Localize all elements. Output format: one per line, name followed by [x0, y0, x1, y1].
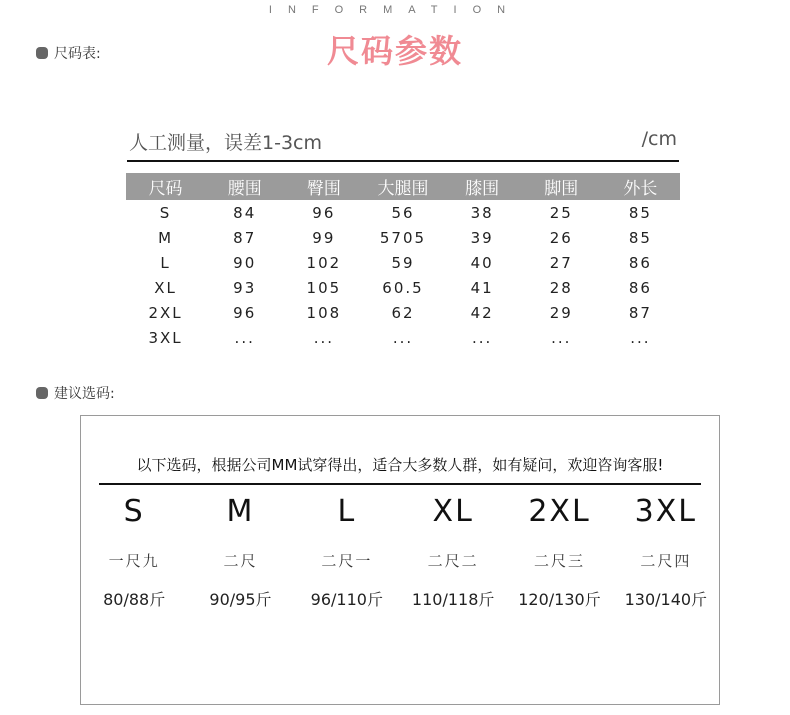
table-cell: ... [313, 328, 334, 347]
suggest-grid [81, 492, 719, 618]
table-row [126, 300, 680, 325]
table-cell: 86 [628, 253, 652, 272]
suggest-section-text: 建议选码: [54, 386, 115, 402]
suggest-waist: 二尺 [223, 552, 258, 570]
suggest-item [294, 492, 400, 618]
table-cell: 90 [233, 253, 257, 272]
suggest-size: 2XL [528, 494, 591, 529]
table-cell: 41 [470, 278, 494, 297]
suggest-item [506, 492, 612, 618]
suggest-waist: 二尺一 [321, 552, 373, 570]
table-cell: 87 [628, 303, 652, 322]
information-eyebrow: INFORMATION [268, 4, 522, 16]
suggest-weight: 96/110斤 [310, 590, 383, 609]
suggest-weight: 120/130斤 [518, 590, 601, 609]
table-cell: 5705 [379, 228, 427, 247]
table-cell: ... [630, 328, 651, 347]
table-row [126, 250, 680, 275]
table-cell: ... [234, 328, 255, 347]
measure-note [127, 128, 679, 162]
page-title: 尺码参数 [326, 32, 463, 70]
table-cell: 38 [470, 203, 494, 222]
bullet-icon [36, 387, 48, 399]
suggest-intro: 以下选码，根据公司MM试穿得出，适合大多数人群，如有疑问，欢迎咨询客服! [136, 456, 664, 474]
suggest-weight: 90/95斤 [209, 590, 272, 609]
table-cell: 86 [628, 278, 652, 297]
header-cell: 腰围 [205, 173, 284, 200]
table-cell: ... [392, 328, 414, 347]
suggest-item [81, 492, 187, 618]
suggest-size: M [226, 494, 255, 529]
suggest-size: XL [432, 494, 474, 529]
table-cell: ... [471, 328, 493, 347]
table-cell: 59 [391, 253, 415, 272]
table-row [126, 325, 680, 350]
table-cell: 108 [306, 303, 342, 322]
suggest-item [187, 492, 293, 618]
table-cell: 84 [233, 203, 257, 222]
header-cell: 臀围 [284, 173, 363, 200]
header-cell: 外长 [601, 173, 680, 200]
table-cell: 60.5 [382, 278, 424, 297]
table-cell: 96 [233, 303, 257, 322]
table-row [126, 225, 680, 250]
suggest-item [613, 492, 719, 618]
table-cell: XL [154, 278, 177, 297]
suggest-size: 3XL [634, 494, 697, 529]
suggest-weight: 130/140斤 [624, 590, 708, 609]
measure-note-text: 人工测量，误差1-3cm [129, 132, 322, 154]
table-cell: 105 [306, 278, 342, 297]
suggest-size: S [123, 494, 145, 529]
table-cell: 93 [233, 278, 257, 297]
suggest-box [80, 415, 720, 705]
suggest-item [400, 492, 506, 618]
header-cell: 脚围 [522, 173, 601, 200]
table-cell: 87 [233, 228, 257, 247]
size-section-label [36, 43, 101, 63]
table-cell: 96 [312, 203, 336, 222]
table-cell: L [160, 253, 171, 272]
header-cell: 尺码 [126, 173, 205, 200]
table-cell: 25 [549, 203, 573, 222]
suggest-waist: 二尺二 [427, 552, 479, 570]
table-cell: 3XL [148, 328, 183, 347]
table-cell: 99 [312, 228, 336, 247]
table-row [126, 275, 680, 300]
suggest-size: L [337, 494, 357, 529]
table-cell: 56 [391, 203, 415, 222]
table-cell: ... [551, 328, 572, 347]
suggest-waist: 一尺九 [108, 552, 160, 570]
measure-unit: /cm [641, 128, 677, 150]
table-cell: 26 [549, 228, 573, 247]
table-cell: 85 [628, 228, 652, 247]
bullet-icon [36, 47, 48, 59]
suggest-section-label [36, 383, 115, 403]
table-cell: 2XL [148, 303, 183, 322]
suggest-waist: 二尺四 [640, 552, 692, 570]
table-row [126, 200, 680, 225]
suggest-weight: 80/88斤 [103, 590, 166, 609]
table-cell: 28 [549, 278, 573, 297]
size-table [126, 173, 680, 350]
table-cell: 29 [549, 303, 573, 322]
table-cell: 39 [470, 228, 494, 247]
size-section-text: 尺码表: [54, 46, 101, 62]
table-cell: M [158, 228, 174, 247]
table-cell: 42 [470, 303, 494, 322]
divider [99, 483, 701, 485]
table-cell: 85 [628, 203, 652, 222]
table-cell: 102 [306, 253, 342, 272]
header-cell: 膝围 [443, 173, 522, 200]
table-cell: 27 [549, 253, 573, 272]
suggest-waist: 二尺三 [533, 552, 585, 570]
table-cell: 40 [470, 253, 494, 272]
suggest-weight: 110/118斤 [411, 590, 495, 609]
table-cell: 62 [391, 303, 415, 322]
header-cell: 大腿围 [363, 173, 442, 200]
table-cell: S [159, 203, 172, 222]
size-table-header [126, 173, 680, 200]
